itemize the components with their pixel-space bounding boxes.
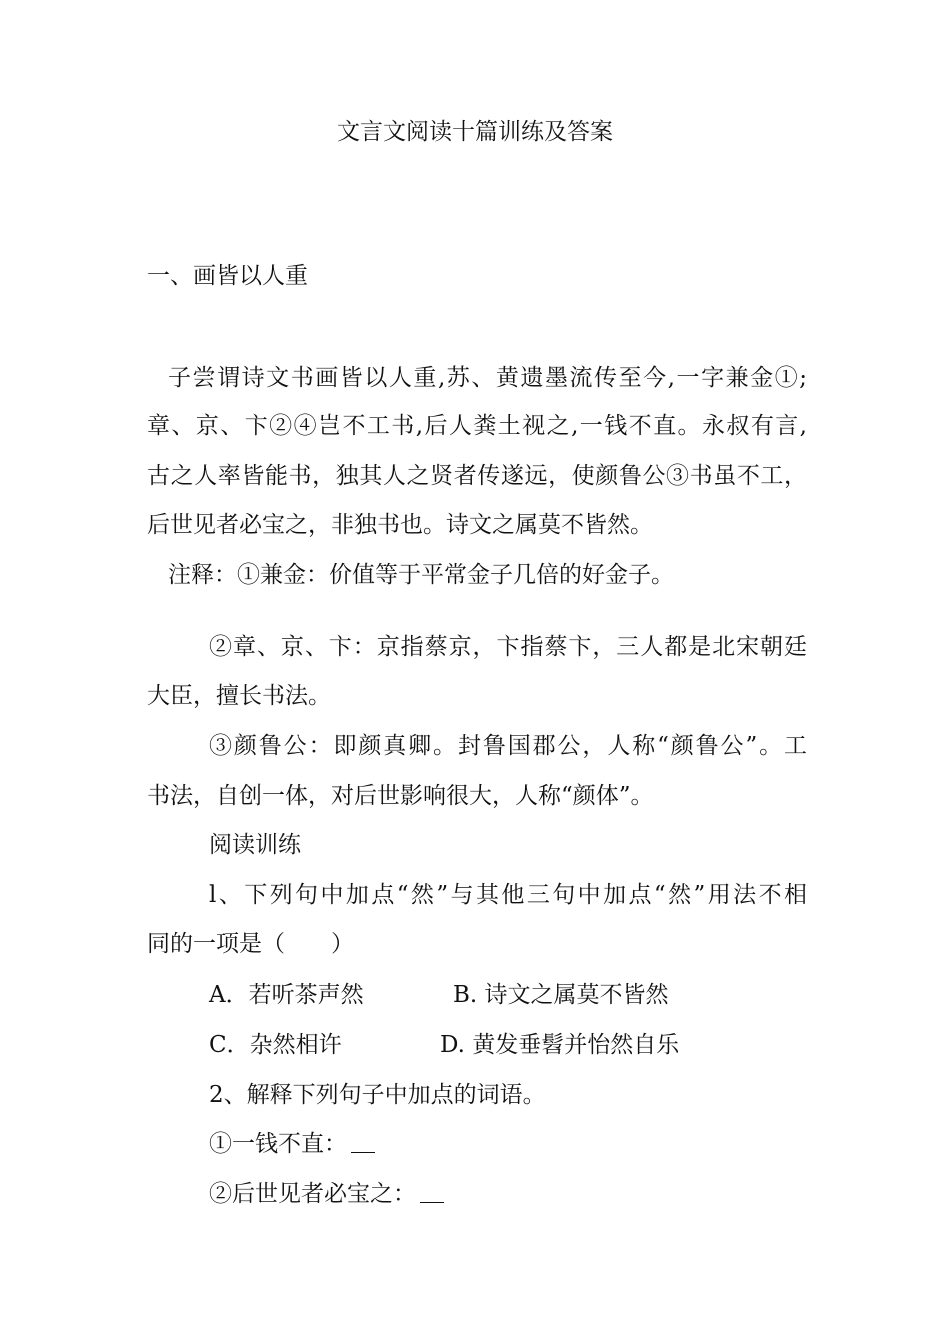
question-2-item-2-label: ②后世见者必宝之：	[209, 1181, 416, 1207]
note-1: 注释：①兼金：价值等于平常金子几倍的好金子。	[168, 562, 674, 588]
passage-line-2: 章、京、卞②④岂不工书,后人粪土视之,一钱不直。永叔有言,	[147, 413, 807, 439]
question-1-option-c: C．杂然相许	[209, 1032, 342, 1058]
answer-blank[interactable]	[351, 1132, 375, 1153]
question-1-stem-line-1: l、下列句中加点“然”与其他三句中加点“然”用法不相	[209, 882, 807, 908]
question-1-option-a: A．若听茶声然	[209, 982, 364, 1008]
answer-blank[interactable]	[420, 1182, 444, 1203]
question-1-option-b: B. 诗文之属莫不皆然	[453, 982, 669, 1008]
note-3-line-2: 书法，自创一体，对后世影响很大，人称“颜体”。	[147, 783, 654, 809]
note-2-line-1: ②章、京、卞：京指蔡京，卞指蔡卞，三人都是北宋朝廷	[209, 634, 807, 660]
document-title: 文言文阅读十篇训练及答案	[337, 119, 613, 145]
note-3-line-1: ③颜鲁公：即颜真卿。封鲁国郡公，人称“颜鲁公”。工	[209, 733, 807, 759]
passage-line-3: 古之人率皆能书，独其人之贤者传遂远，使颜鲁公③书虽不工，	[147, 463, 807, 489]
question-1-stem-line-2: 同的一项是（ ）	[147, 931, 354, 957]
note-2-line-2: 大臣，擅长书法。	[147, 683, 331, 709]
question-2-item-1-label: ①一钱不直：	[209, 1131, 347, 1157]
question-2-item-1	[209, 1129, 807, 1159]
question-1-option-d: D. 黄发垂髫并怡然自乐	[440, 1032, 680, 1058]
question-2-item-2	[209, 1179, 807, 1209]
passage-line-1: 子尝谓诗文书画皆以人重,苏、黄遗墨流传至今,一字兼金①;	[168, 365, 807, 391]
passage-line-4: 后世见者必宝之，非独书也。诗文之属莫不皆然。	[147, 512, 653, 538]
section-heading: 一、画皆以人重	[147, 263, 308, 289]
training-heading: 阅读训练	[209, 832, 301, 858]
question-2-stem: 2、解释下列句子中加点的词语。	[209, 1082, 546, 1108]
